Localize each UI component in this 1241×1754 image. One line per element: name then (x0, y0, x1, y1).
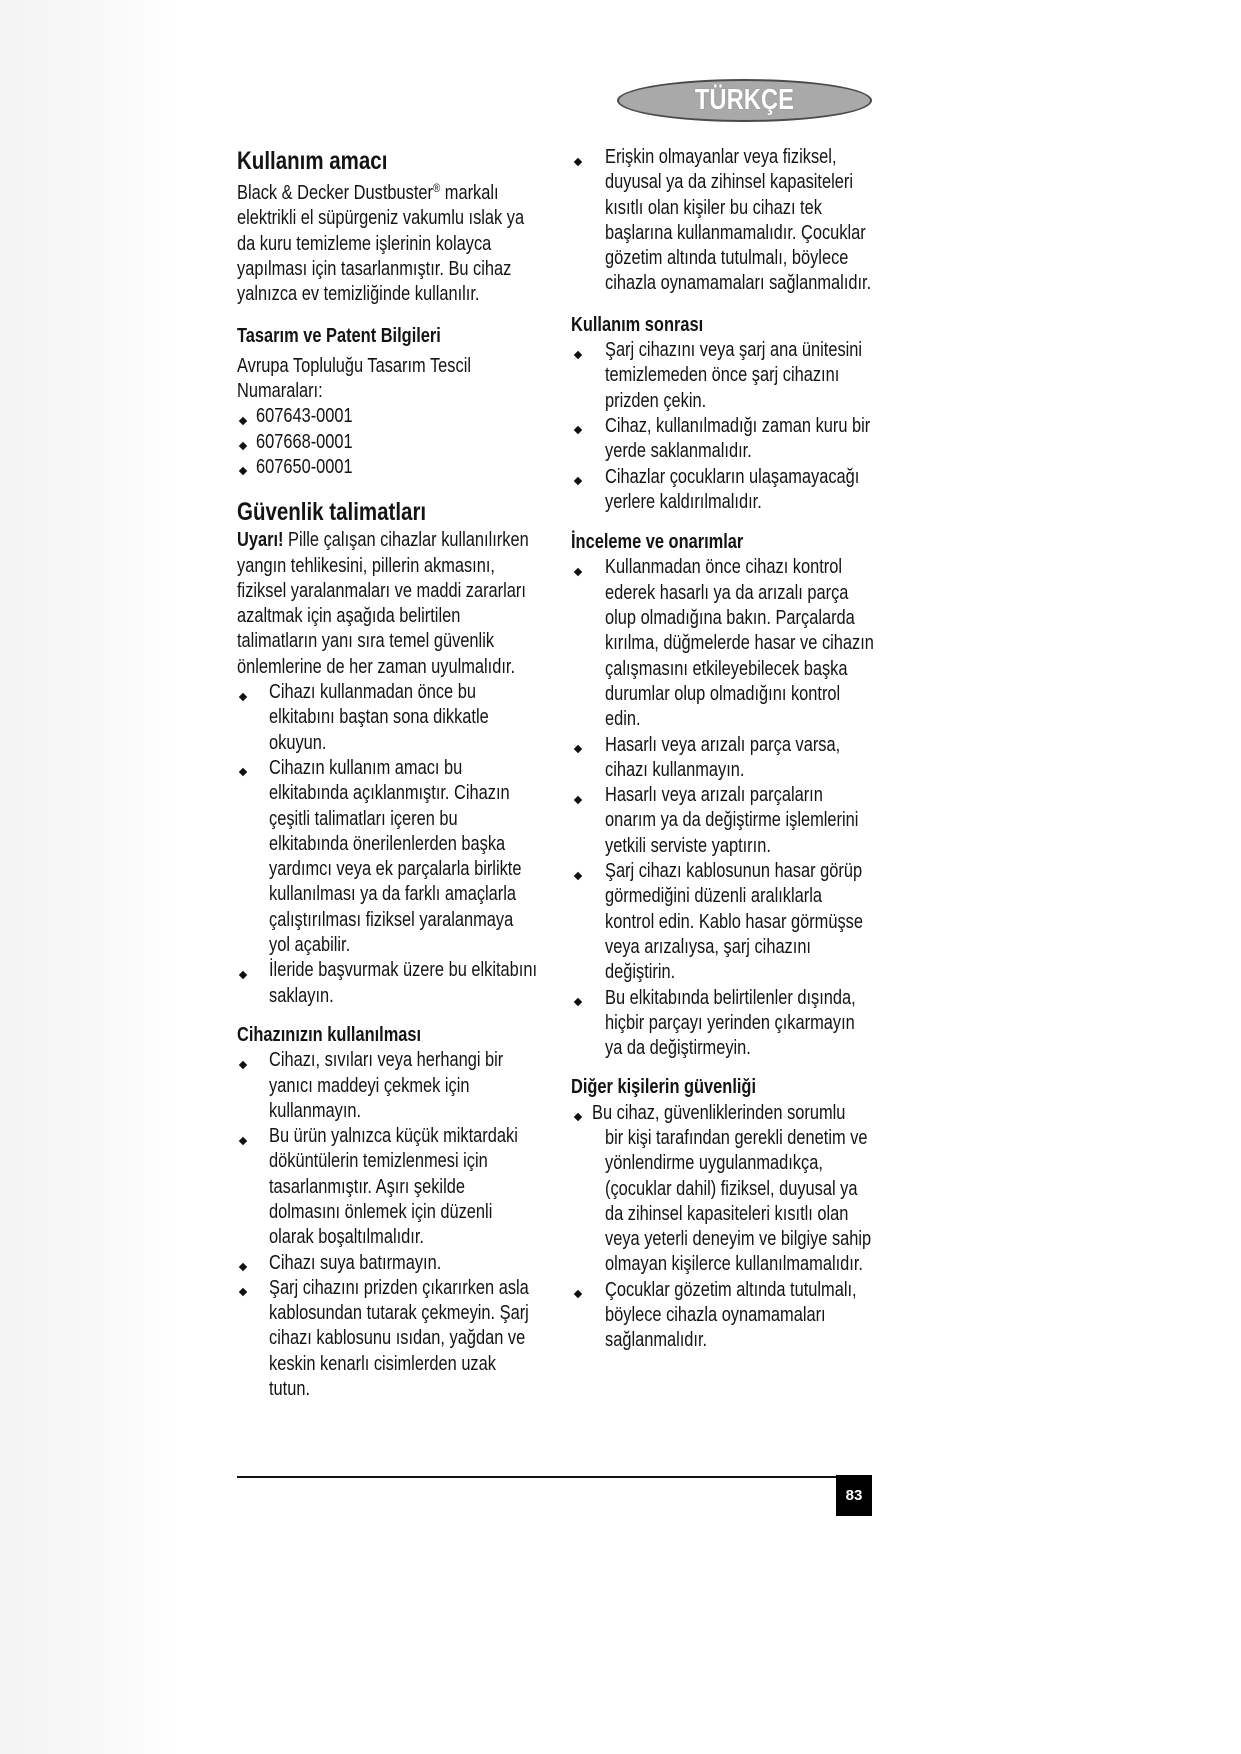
text-line: yalnızca ev temizliğinde kullanılır. (237, 283, 480, 306)
others-safety-list (571, 1101, 931, 1354)
text-line: sağlanmalıdır. (605, 1329, 708, 1352)
safety-instruction-item (237, 958, 597, 1009)
language-badge (617, 79, 872, 122)
text-line: Numaraları: (237, 380, 323, 403)
text-line: ya da değiştirmeyin. (605, 1037, 751, 1060)
inspection-list (571, 555, 931, 1061)
text-line: çeşitli talimatları içeren bu (269, 807, 458, 830)
page-number: 83 (836, 1475, 872, 1516)
text-line: elektrikli el süpürgeniz vakumlu ıslak ya (237, 207, 525, 230)
diamond-bullet-icon (574, 745, 582, 753)
text-line: 607643-0001 (256, 405, 353, 428)
text-line: onarım ya da değiştirme işlemlerini (605, 809, 859, 832)
text-line: 607668-0001 (256, 430, 353, 453)
warning-paragraph (237, 528, 597, 680)
design-patent-paragraph (237, 354, 597, 405)
text-line: bir kişi tarafından gerekli denetim ve (605, 1126, 868, 1149)
text-line: kontrol edin. Kablo hasar görmüşse (605, 910, 863, 933)
text-line: yapılması için tasarlanmıştır. Bu cihaz (237, 257, 512, 280)
diamond-bullet-icon (239, 768, 247, 776)
diamond-bullet-icon (574, 998, 582, 1006)
text-line: gözetim altında tutulmalı, böylece (605, 247, 849, 270)
text-line: elkitabını baştan sona dikkatle (269, 706, 489, 729)
text-line: görmediğini düzenli aralıklarla (605, 885, 822, 908)
usage-instruction-item (237, 1251, 597, 1276)
text-line: dolmasını önlemek için düzenli (269, 1200, 493, 1223)
diamond-bullet-icon (574, 871, 582, 879)
text-line: keskin kenarlı cisimlerden uzak (269, 1352, 496, 1375)
text-line: başlarına kullanmamalıdır. Çocuklar (605, 221, 866, 244)
text-line: yetkili serviste yaptırın. (605, 834, 771, 857)
text-line: Cihazı, sıvıları veya herhangi bir (269, 1049, 504, 1072)
diamond-bullet-icon (239, 971, 247, 979)
diamond-bullet-icon (239, 692, 247, 700)
text-line: yanıcı maddeyi çekmek için (269, 1074, 470, 1097)
inspection-item (571, 783, 931, 859)
text-fragment: Pille çalışan cihazlar kullanılırken (288, 529, 529, 552)
text-line: yangın tehlikesini, pillerin akmasını, (237, 554, 495, 577)
section-title-safety: Güvenlik talimatları (237, 498, 427, 527)
diamond-bullet-icon (239, 1288, 247, 1296)
text-line: tutun. (269, 1378, 311, 1401)
usage-instruction-list (237, 1048, 597, 1402)
diamond-bullet-icon (239, 442, 247, 450)
text-line: okuyun. (269, 731, 327, 754)
diamond-bullet-icon (239, 467, 247, 475)
text-line: çalıştırılması fiziksel yaralanmaya (269, 908, 514, 931)
text-line: Şarj cihazını veya şarj ana ünitesini (605, 339, 863, 362)
subsection-title-usage: Cihazınızın kullanılması (237, 1023, 422, 1046)
diamond-bullet-icon (239, 1136, 247, 1144)
text-line: döküntülerin temizlenmesi için (269, 1150, 488, 1173)
diamond-bullet-icon (239, 1263, 247, 1271)
subsection-title-design-patent: Tasarım ve Patent Bilgileri (237, 325, 441, 348)
scan-edge-shadow (0, 0, 180, 1754)
inspection-item (571, 986, 931, 1062)
others-safety-item (571, 1278, 931, 1354)
text-line: edin. (605, 708, 641, 731)
after-use-item (571, 465, 931, 516)
right-column (571, 145, 931, 1354)
text-line: olup olmadığına bakın. Parçalarda (605, 607, 855, 630)
subsection-title-inspection: İnceleme ve onarımlar (571, 531, 744, 554)
text-line: (çocuklar dahil) fiziksel, duyusal ya (605, 1177, 858, 1200)
registration-number-item (237, 455, 597, 480)
after-use-item (571, 414, 931, 465)
text-line: böylece cihazla oynamamaları (605, 1304, 826, 1327)
text-line: olarak boşaltılmalıdır. (269, 1226, 424, 1249)
text-line: saklayın. (269, 984, 334, 1007)
text-line: temizlemeden önce şarj cihazını (605, 364, 840, 387)
text-line: Hasarlı veya arızalı parça varsa, (605, 733, 841, 756)
text-line: Hasarlı veya arızalı parçaların (605, 784, 823, 807)
text-line: talimatların yanı sıra temel güvenlik (237, 630, 495, 653)
inspection-item (571, 555, 931, 732)
inspection-item (571, 859, 931, 985)
text-line: yerlere kaldırılmalıdır. (605, 490, 762, 513)
text-line: yol açabilir. (269, 934, 351, 957)
safety-instruction-item (571, 145, 931, 297)
text-line: Şarj cihazını prizden çıkarırken asla (269, 1276, 529, 1299)
text-line: Çocuklar gözetim altında tutulmalı, (605, 1278, 857, 1301)
text-line: Avrupa Topluluğu Tasarım Tescil (237, 354, 471, 377)
language-badge-label: TÜRKÇE (694, 84, 795, 116)
text-line: Bu elkitabında belirtilenler dışında, (605, 986, 856, 1009)
text-line: Bu ürün yalnızca küçük miktardaki (269, 1125, 518, 1148)
text-line: kısıtlı olan kişiler bu cihazı tek (605, 196, 822, 219)
subsection-title-others-safety: Diğer kişilerin güvenliği (571, 1076, 757, 1099)
diamond-bullet-icon (239, 1060, 247, 1068)
left-column (237, 145, 597, 1402)
diamond-bullet-icon (574, 795, 582, 803)
subsection-title-after-use: Kullanım sonrası (571, 313, 704, 336)
text-line: kablosundan tutarak çekmeyin. Şarj (269, 1302, 529, 1325)
after-use-list (571, 338, 931, 515)
inspection-item (571, 733, 931, 784)
diamond-bullet-icon (574, 350, 582, 358)
usage-instruction-item (237, 1276, 597, 1402)
usage-instruction-item (237, 1124, 597, 1250)
text-line: hiçbir parçayı yerinden çıkarmayın (605, 1011, 855, 1034)
text-line: cihazı kullanmayın. (605, 758, 745, 781)
text-line: Erişkin olmayanlar veya fiziksel, (605, 146, 837, 168)
others-safety-item (571, 1101, 931, 1278)
text-line: Cihazı kullanmadan önce bu (269, 681, 476, 704)
text-line: Bu cihaz, güvenliklerinden sorumlu (592, 1101, 846, 1124)
text-line: yardımcı veya ek parçalarla birlikte (269, 858, 522, 881)
registration-number-item (237, 430, 597, 455)
text-line: veya arızalıysa, şarj cihazını (605, 935, 811, 958)
text-line: Cihaz, kullanılmadığı zaman kuru bir (605, 414, 871, 437)
text-line: veya yeterli deneyim ve bilgiye sahip (605, 1228, 872, 1251)
registered-trademark-mark: ® (432, 181, 441, 195)
text-line: durumlar olup olmadığını kontrol (605, 682, 841, 705)
text-line: da zihinsel kapasiteleri kısıtlı olan (605, 1202, 849, 1225)
text-line: Şarj cihazı kablosunun hasar görüp (605, 860, 863, 883)
text-line: kullanılması ya da farklı amaçlarla (269, 883, 517, 906)
safety-instruction-item (237, 680, 597, 756)
safety-instruction-item (237, 756, 597, 958)
footer-rule (237, 1476, 837, 1478)
text-line: duyusal ya da zihinsel kapasiteleri (605, 171, 853, 194)
text-line: azaltmak için aşağıda belirtilen (237, 605, 461, 628)
text-line: tasarlanmıştır. Aşırı şekilde (269, 1175, 465, 1198)
text-line (237, 181, 532, 206)
diamond-bullet-icon (239, 417, 247, 425)
after-use-item (571, 338, 931, 414)
warning-label: Uyarı! (237, 529, 284, 552)
diamond-bullet-icon (574, 477, 582, 485)
text-line: çalışmasını etkileyebilecek başka (605, 657, 848, 680)
intended-use-paragraph (237, 181, 597, 307)
diamond-bullet-icon (574, 1113, 582, 1121)
text-line: Cihazın kullanım amacı bu (269, 756, 463, 779)
text-line: olmayan kişilerce kullanılmamalıdır. (605, 1253, 863, 1276)
safety-continued-list (571, 145, 931, 297)
text-line (237, 528, 532, 553)
section-title-intended-use: Kullanım amacı (237, 147, 388, 175)
text-line: Kullanmadan önce cihazı kontrol (605, 556, 843, 579)
text-line: cihazla oynamamaları sağlanmalıdır. (605, 272, 872, 295)
registration-number-list (237, 404, 597, 480)
diamond-bullet-icon (574, 1290, 582, 1298)
text-line: kırılma, düğmelerde hasar ve cihazın (605, 632, 874, 655)
text-line: Cihazlar çocukların ulaşamayacağı (605, 465, 860, 488)
text-line: da kuru temizleme işlerinin kolayca (237, 232, 492, 255)
text-line: kullanmayın. (269, 1099, 362, 1122)
usage-instruction-item (237, 1048, 597, 1124)
diamond-bullet-icon (574, 426, 582, 434)
text-line: 607650-0001 (256, 455, 353, 478)
registration-number-item (237, 404, 597, 429)
text-line: İleride başvurmak üzere bu elkitabını (269, 959, 538, 982)
text-line: yerde saklanmalıdır. (605, 440, 752, 463)
text-line: fiziksel yaralanmaları ve maddi zararları (237, 579, 526, 602)
safety-instruction-list (237, 680, 597, 1009)
text-line: yönlendirme uygulanmadıkça, (605, 1152, 823, 1175)
text-line: önlemlerine de her zaman uyulmalıdır. (237, 655, 516, 678)
brand-text: Black & Decker Dustbuster (237, 182, 433, 204)
text-line: prizden çekin. (605, 389, 707, 412)
text-line: elkitabında açıklanmıştır. Cihazın (269, 782, 510, 805)
diamond-bullet-icon (574, 568, 582, 576)
text-fragment: markalı (444, 182, 499, 204)
text-line: değiştirin. (605, 961, 676, 984)
text-line: Cihazı suya batırmayın. (269, 1251, 442, 1274)
diamond-bullet-icon (574, 157, 582, 165)
text-line: ederek hasarlı ya da arızalı parça (605, 581, 849, 604)
text-line: elkitabında önerilenlerden başka (269, 832, 506, 855)
text-line: cihazı kablosunu ısıdan, yağdan ve (269, 1327, 526, 1350)
